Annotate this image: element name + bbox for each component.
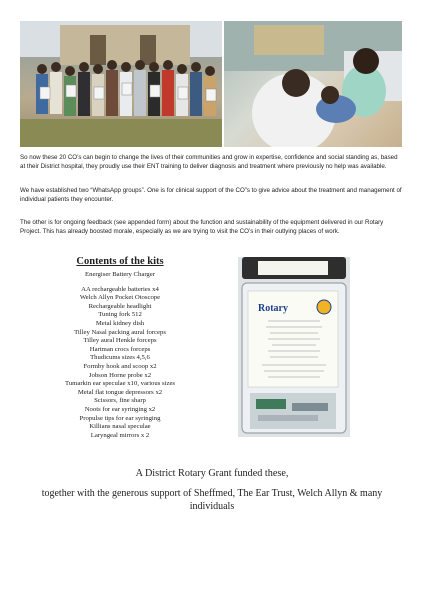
kit-box-illustration [238,257,350,437]
kit-item: Noots for ear syringing x2 [84,405,156,413]
kit-item: Jobson Horne probe x2 [88,371,152,379]
kit-item: Tuning fork 512 [98,311,142,319]
paragraph-impact: So now these 20 CO’s can begin to change the lives of their communities and grow in expertise, confidence and social standing as, based at their District hospital, they proudly use their ENT training to deliver diagnosis and treatment where previously no help was available. [20,154,398,170]
ent-exam-photo [224,21,402,147]
ent-exam-illustration [224,21,402,147]
kit-item: Killians nasal speculae [89,423,151,431]
kit-item: Formby hook and scoop x2 [83,362,157,370]
footer-support: together with the generous support of Sheffmed, The Ear Trust, Welch Allyn & many individuals [41,488,383,512]
kits-list [20,271,220,440]
kit-item: AA rechargeable batteries x4 [81,285,159,293]
paragraph-whatsapp-groups: We have established two “WhatsApp groups”. One is for clinical support of the CO”s to give advice about the treatment and management of individual patients they encounter. [20,187,402,203]
kit-item: Hartman crocs forceps [89,345,151,353]
group-photo [20,21,222,147]
kit-item: Thudicums sizes 4,5,6 [90,354,150,362]
kit-item: Welch Allyn Pocket Otoscope [79,294,161,302]
kit-item: Energiser Battery Charger [85,271,155,278]
kit-box-photo [238,257,350,437]
group-photo-illustration [20,21,222,147]
kit-item: Metal flat tongue depressors x2 [77,388,163,396]
kits-heading: Contents of the kits [76,256,164,267]
kit-item: Metal kidney dish [95,319,145,327]
paragraph-feedback: The other is for ongoing feedback (see appended form) about the function and sustainability of the equipment delivered in our Rotary Project. This has already boosted morale, especially as we are trying to visit the CO’s in their outlying places of work. [20,219,384,235]
kit-label-rotary: Rotary [258,303,288,314]
kit-item: Propulse tips for ear syringing [79,414,161,422]
kit-item: Laryngeal mirrors x 2 [90,431,150,439]
footer-grant: A District Rotary Grant funded these, [135,468,289,479]
kit-item: Tumarkin ear speculae x10, various sizes [64,380,176,388]
kit-item: Tilley aural Henkle forceps [83,337,157,345]
kit-item: Tilley Nasal packing aural forceps [74,328,166,336]
kit-item: Rechargeable headlight [88,302,152,310]
kit-item: Scissors, fine sharp [94,397,146,405]
